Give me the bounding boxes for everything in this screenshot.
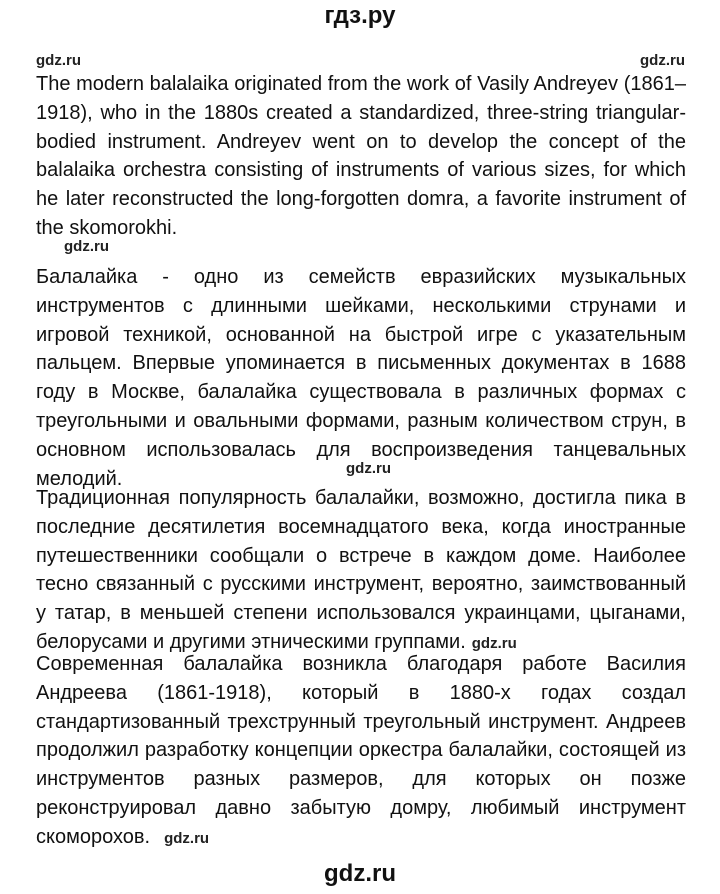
paragraph-russian-1 bbox=[36, 263, 686, 493]
paragraph-russian-2-text: Традиционная популярность балалайки, возможно, достигла пика в последние десятилетия восемнадцатого века, когда иностранные путешественники сообщали о встрече в каждом доме. Наиболее тесно связанный с русскими инструмент, вероятно, заимствованный у татар, в меньшей степени использовался украинцами, цыганами, белорусами и другими этническими группами. bbox=[36, 487, 686, 653]
watermark-after-para1: gdz.ru bbox=[346, 460, 391, 477]
watermark-after-para3: gdz.ru bbox=[164, 829, 210, 847]
paragraph-russian-3 bbox=[36, 650, 686, 854]
paragraph-russian-2 bbox=[36, 484, 686, 659]
watermark-top-right: gdz.ru bbox=[640, 52, 685, 69]
watermark-after-para2: gdz.ru bbox=[471, 634, 517, 652]
paragraph-russian-3-text: Современная балалайка возникла благодаря работе Василия Андреева (1861-1918), который в 1880-х годах создал стандартизованный трехструнный треугольный инструмент. Андреев продолжил разработку концепции оркестра балалайки, состоящей из инструментов разных размеров, для которых он позже реконструировал давно забытую домру, любимый инструмент скоморохов. bbox=[36, 653, 686, 848]
watermark-top-left: gdz.ru bbox=[36, 52, 81, 69]
watermark-after-english: gdz.ru bbox=[64, 238, 109, 255]
paragraph-english: The modern balalaika originated from the work of Vasily Andreyev (1861–1918), who in the 1880s created a standardized, three-string triangular-bodied instrument. Andreyev went on to develop the concept of the balalaika orchestra consisting of instruments of various sizes, for which he later reconstructed the long-forgotten domra, a favorite instrument of the skomorokhi. bbox=[36, 73, 686, 239]
site-footer: gdz.ru bbox=[324, 860, 396, 887]
paragraph-russian-1-text: Балалайка - одно из семейств евразийских музыкальных инструментов с длинными шейками, несколькими струнами и игровой техникой, основанной на быстрой игре с указательным пальцем. Впервые упоминается в письменных документах в 1688 году в Москве, балалайка существовала в различных формах с треугольными и овальными формами, разным количеством струн, в основном использовалась для воспроизведения танцевальных мелодий. bbox=[36, 266, 686, 490]
site-title: гдз.ру bbox=[324, 2, 396, 29]
